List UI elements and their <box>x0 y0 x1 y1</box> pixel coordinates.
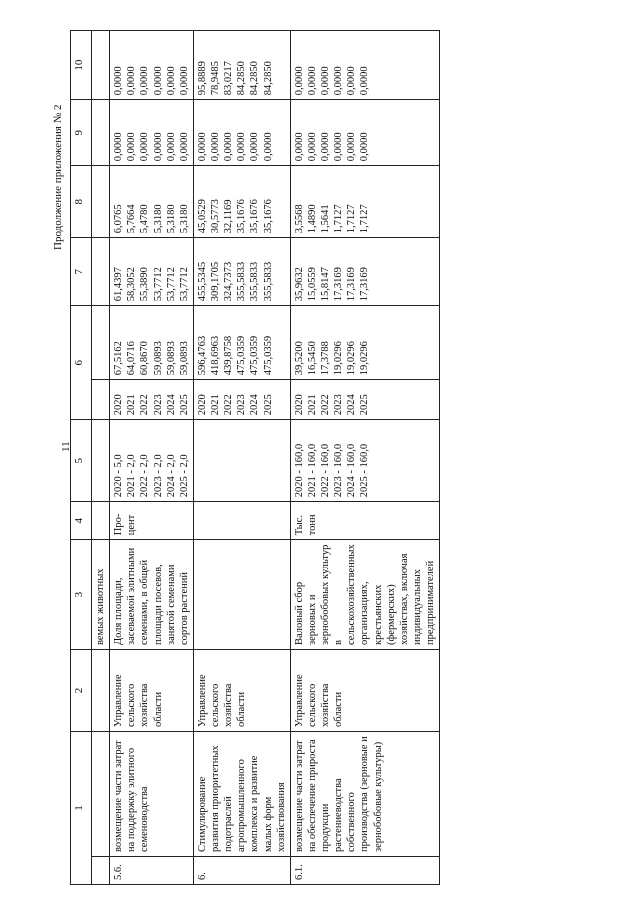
row-year-line: 2022 <box>320 394 331 416</box>
row-col10-line: 0,0000 <box>333 66 345 96</box>
row-col7 <box>110 238 194 306</box>
row-col6-line: 475,0359 <box>236 335 248 376</box>
row-year <box>92 380 110 420</box>
row-target-line: 2021 - 2,0 <box>126 454 138 498</box>
row-col7-line: 455,5345 <box>196 261 208 302</box>
row-col7-line: 17,3169 <box>359 267 371 302</box>
col-header-2: 2 <box>71 650 92 732</box>
row-col8-line: 30,5773 <box>210 199 221 234</box>
row-col9-line: 0,0000 <box>320 132 331 162</box>
row-col6-line: 17,3788 <box>320 341 331 376</box>
table-row <box>193 31 290 885</box>
row-col6-line: 475,0359 <box>249 335 261 376</box>
row-target-line: 2022 - 2,0 <box>139 454 151 498</box>
row-col10-line: 84,2850 <box>236 61 248 96</box>
col-header-5: 5 <box>71 420 92 502</box>
row-target <box>193 420 290 502</box>
row-target-line: 2020 - 5,0 <box>113 454 125 498</box>
row-col10-line: 0,0000 <box>152 66 164 96</box>
page-number: 11 <box>60 441 72 452</box>
row-target-line: 2024 - 160,0 <box>346 443 358 498</box>
page-title: Продолжение приложения № 2 <box>52 104 64 250</box>
row-col9-line: 0,0000 <box>165 132 177 162</box>
row-id <box>92 857 110 885</box>
row-col6-line: 439,8758 <box>223 335 235 376</box>
row-col7-line: 17,3169 <box>346 267 358 302</box>
row-target-line: 2024 - 2,0 <box>165 454 177 498</box>
row-year-line: 2021 <box>126 394 138 416</box>
row-target <box>290 420 439 502</box>
row-year-line: 2025 <box>178 394 190 416</box>
row-col6 <box>92 306 110 380</box>
col-header-8: 8 <box>71 166 92 238</box>
row-indicator: Валовый сбор зерновых и зернобобовых культур в сельскохозяйственных организациях, крестьянских (фермерских) хозяйствах, включая индивидуальных предпринимателей <box>290 540 439 650</box>
row-year-line: 2021 <box>306 394 318 416</box>
row-col9-line: 0,0000 <box>346 132 358 162</box>
row-name <box>92 732 110 857</box>
row-target <box>92 420 110 502</box>
row-indicator <box>193 540 290 650</box>
row-col7-line: 309,1705 <box>210 261 221 302</box>
row-col8-line: 1,7127 <box>359 204 371 234</box>
row-col8 <box>290 166 439 238</box>
row-col10-line: 0,0000 <box>178 66 190 96</box>
col-header-6: 6 <box>71 306 92 420</box>
row-col7-line: 324,7373 <box>223 261 235 302</box>
row-unit <box>193 502 290 540</box>
row-col7-line: 15,0559 <box>306 267 318 302</box>
row-year <box>193 380 290 420</box>
row-responsible: Управление сельского хозяйства области <box>110 650 194 732</box>
row-id: 6.1. <box>290 857 439 885</box>
row-responsible <box>92 650 110 732</box>
row-col8-line: 1,5641 <box>320 204 331 234</box>
row-col8-line: 5,3180 <box>152 204 164 234</box>
row-col8-line: 5,7664 <box>126 204 138 234</box>
row-col8 <box>92 166 110 238</box>
row-col10-line: 83,0217 <box>223 61 235 96</box>
row-col9 <box>92 100 110 166</box>
row-col9-line: 0,0000 <box>306 132 318 162</box>
row-col10-line: 0,0000 <box>293 66 305 96</box>
row-col10-line: 95,8889 <box>196 61 208 96</box>
row-col9-line: 0,0000 <box>139 132 151 162</box>
row-col6-line: 19,0296 <box>333 341 345 376</box>
row-col7-line: 355,5833 <box>236 261 248 302</box>
row-responsible: Управление сельского хозяйства области <box>290 650 439 732</box>
row-col8-line: 35,1676 <box>262 199 274 234</box>
row-col7-line: 53,7712 <box>152 267 164 302</box>
row-col9-line: 0,0000 <box>262 132 274 162</box>
row-year <box>290 380 439 420</box>
row-target-line: 2022 - 160,0 <box>320 443 331 498</box>
row-col9-line: 0,0000 <box>152 132 164 162</box>
row-year-line: 2024 <box>346 394 358 416</box>
row-col8 <box>110 166 194 238</box>
row-col8-line: 1,4890 <box>306 204 318 234</box>
row-indicator: вемых животных <box>92 540 110 650</box>
row-year-line: 2023 <box>152 394 164 416</box>
col-header-10: 10 <box>71 31 92 100</box>
row-col10 <box>193 31 290 100</box>
row-col6-line: 16,5450 <box>306 341 318 376</box>
row-col7-line: 355,5833 <box>249 261 261 302</box>
table-row <box>92 31 110 885</box>
row-col7 <box>193 238 290 306</box>
row-col10-line: 0,0000 <box>126 66 138 96</box>
row-col7-line: 55,3890 <box>139 267 151 302</box>
row-unit: Тыс. тонн <box>290 502 439 540</box>
row-col8-line: 35,1676 <box>249 199 261 234</box>
row-year-line: 2023 <box>236 394 248 416</box>
row-col6 <box>110 306 194 380</box>
row-target-line: 2021 - 160,0 <box>306 443 318 498</box>
row-col10 <box>92 31 110 100</box>
row-col8-line: 5,4780 <box>139 204 151 234</box>
row-target <box>110 420 194 502</box>
row-col6 <box>290 306 439 380</box>
row-col8-line: 1,7127 <box>333 204 345 234</box>
row-col8-line: 5,3180 <box>178 204 190 234</box>
row-col9-line: 0,0000 <box>359 132 371 162</box>
row-col10-line: 78,9485 <box>210 61 221 96</box>
row-col10-line: 0,0000 <box>306 66 318 96</box>
row-col8-line: 32,1169 <box>223 199 235 234</box>
col-header-7: 7 <box>71 238 92 306</box>
row-id: 6. <box>193 857 290 885</box>
col-header-1: 1 <box>71 732 92 885</box>
row-col6-line: 59,0893 <box>178 341 190 376</box>
row-col9-line: 0,0000 <box>223 132 235 162</box>
row-col8-line: 3,5568 <box>293 204 305 234</box>
row-col10-line: 84,2850 <box>249 61 261 96</box>
row-year-line: 2025 <box>359 394 371 416</box>
row-col8-line: 6,0765 <box>113 204 125 234</box>
row-year-line: 2022 <box>223 394 235 416</box>
row-col8-line: 1,7127 <box>346 204 358 234</box>
row-unit: Про-цент <box>110 502 194 540</box>
row-year-line: 2024 <box>249 394 261 416</box>
row-col9 <box>193 100 290 166</box>
row-year-line: 2020 <box>113 394 125 416</box>
col-header-4: 4 <box>71 502 92 540</box>
row-col9 <box>110 100 194 166</box>
row-col6-line: 60,8670 <box>139 341 151 376</box>
row-col7 <box>92 238 110 306</box>
row-target-line: 2023 - 2,0 <box>152 454 164 498</box>
row-col9-line: 0,0000 <box>249 132 261 162</box>
row-col10-line: 0,0000 <box>346 66 358 96</box>
table-row <box>110 31 194 885</box>
col-header-9: 9 <box>71 100 92 166</box>
row-col6-line: 39,5200 <box>293 341 305 376</box>
row-col7-line: 15,8147 <box>320 267 331 302</box>
row-col9-line: 0,0000 <box>196 132 208 162</box>
row-col6-line: 19,0296 <box>359 341 371 376</box>
program-table <box>70 30 440 885</box>
row-name: возмещение части затрат на поддержку элитного семеноводства <box>110 732 194 857</box>
row-indicator: Доля площади, засеваемой элитными семенами, в общей площади посевов, занятой семенами сортов растений <box>110 540 194 650</box>
row-col9-line: 0,0000 <box>210 132 221 162</box>
row-target-line: 2020 - 160,0 <box>293 443 305 498</box>
row-col6-line: 418,6963 <box>210 335 221 376</box>
row-col7-line: 17,3169 <box>333 267 345 302</box>
row-col7 <box>290 238 439 306</box>
row-col9-line: 0,0000 <box>178 132 190 162</box>
table-row <box>290 31 439 885</box>
row-col10-line: 0,0000 <box>359 66 371 96</box>
row-unit <box>92 502 110 540</box>
row-col10-line: 0,0000 <box>320 66 331 96</box>
row-target-line: 2023 - 160,0 <box>333 443 345 498</box>
row-target-line: 2025 - 160,0 <box>359 443 371 498</box>
row-col6-line: 475,0359 <box>262 335 274 376</box>
row-year <box>110 380 194 420</box>
row-responsible: Управление сельского хозяйства области <box>193 650 290 732</box>
row-col9-line: 0,0000 <box>236 132 248 162</box>
row-col6-line: 67,5162 <box>113 341 125 376</box>
row-col8 <box>193 166 290 238</box>
row-col10 <box>290 31 439 100</box>
row-col9 <box>290 100 439 166</box>
row-col7-line: 58,3052 <box>126 267 138 302</box>
row-col10-line: 0,0000 <box>113 66 125 96</box>
row-col10-line: 0,0000 <box>139 66 151 96</box>
row-col9-line: 0,0000 <box>333 132 345 162</box>
row-col9-line: 0,0000 <box>126 132 138 162</box>
row-col6-line: 59,0893 <box>165 341 177 376</box>
row-year-line: 2020 <box>293 394 305 416</box>
header-row <box>71 31 92 885</box>
row-year-line: 2025 <box>262 394 274 416</box>
row-col6-line: 19,0296 <box>346 341 358 376</box>
row-col6-line: 596,4763 <box>196 335 208 376</box>
col-header-3: 3 <box>71 540 92 650</box>
row-col10-line: 0,0000 <box>165 66 177 96</box>
row-name: Стимулирование развития приоритетных подотраслей агропромышленного комплекса и развитие малых форм хозяйствования <box>193 732 290 857</box>
row-col7-line: 35,9632 <box>293 267 305 302</box>
row-col9-line: 0,0000 <box>113 132 125 162</box>
row-col6-line: 64,0716 <box>126 341 138 376</box>
row-col8-line: 5,3180 <box>165 204 177 234</box>
row-col7-line: 53,7712 <box>178 267 190 302</box>
row-col7-line: 355,5833 <box>262 261 274 302</box>
row-id: 5.6. <box>110 857 194 885</box>
row-col8-line: 35,1676 <box>236 199 248 234</box>
row-col10 <box>110 31 194 100</box>
row-year-line: 2023 <box>333 394 345 416</box>
row-col8-line: 45,0529 <box>196 199 208 234</box>
row-col6 <box>193 306 290 380</box>
row-year-line: 2020 <box>196 394 208 416</box>
row-year-line: 2024 <box>165 394 177 416</box>
row-col6-line: 59,0893 <box>152 341 164 376</box>
row-target-line: 2025 - 2,0 <box>178 454 190 498</box>
row-year-line: 2022 <box>139 394 151 416</box>
row-col7-line: 61,4397 <box>113 267 125 302</box>
row-col10-line: 84,2850 <box>262 61 274 96</box>
row-year-line: 2021 <box>210 394 221 416</box>
row-col9-line: 0,0000 <box>293 132 305 162</box>
row-name: возмещение части затрат на обеспечение прироста продукции растениеводства собственного производства (зерновые и зернобобовые культуры) <box>290 732 439 857</box>
row-col7-line: 53,7712 <box>165 267 177 302</box>
